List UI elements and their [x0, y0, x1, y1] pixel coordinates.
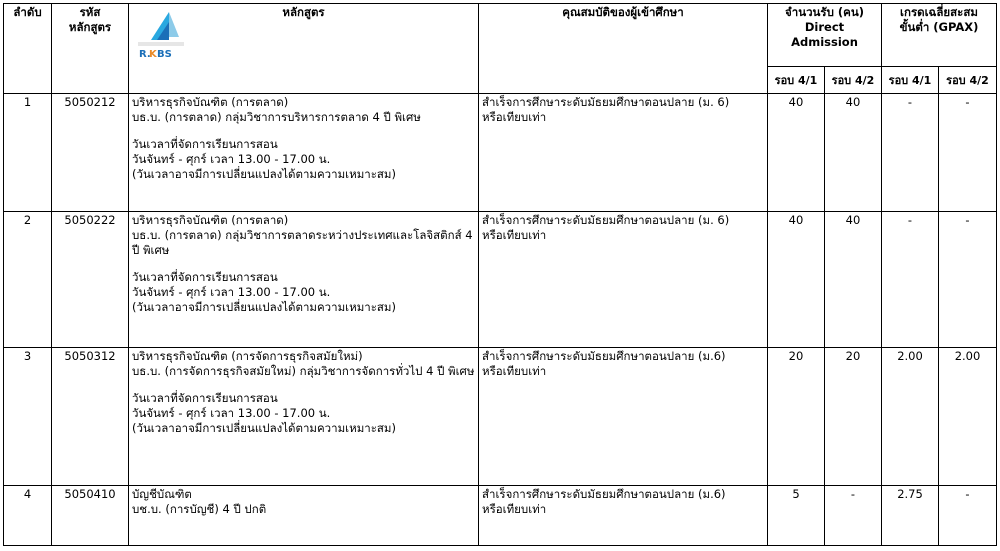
- row-order: 2: [4, 212, 52, 348]
- schedule-label: วันเวลาที่จัดการเรียนการสอน: [132, 137, 278, 151]
- row-qualification: [479, 212, 768, 348]
- curriculum-title: บริหารธุรกิจบัณฑิต (การตลาด): [132, 213, 289, 227]
- schedule-label: วันเวลาที่จัดการเรียนการสอน: [132, 391, 278, 405]
- svg-text:BS: BS: [157, 49, 172, 60]
- row-curriculum: [129, 348, 479, 486]
- svg-text:K: K: [149, 49, 157, 60]
- qualification-line: สำเร็จการศึกษาระดับมัธยมศึกษาตอนปลาย (ม.6): [482, 349, 726, 363]
- header-code: รหัส หลักสูตร: [52, 4, 129, 94]
- row-curriculum: [129, 486, 479, 546]
- row-curriculum: [129, 212, 479, 348]
- qualification-line: สำเร็จการศึกษาระดับมัธยมศึกษาตอนปลาย (ม.6): [482, 487, 726, 501]
- row-code: 5050312: [52, 348, 129, 486]
- schedule-note: (วันเวลาอาจมีการเปลี่ยนแปลงได้ตามความเหมาะสม): [132, 421, 396, 435]
- curriculum-detail: บธ.บ. (การตลาด) กลุ่มวิชาการบริหารการตลาด 4 ปี พิเศษ: [132, 110, 421, 124]
- schedule-label: วันเวลาที่จัดการเรียนการสอน: [132, 270, 278, 284]
- header-qualification: คุณสมบัติของผู้เข้าศึกษา: [479, 4, 768, 94]
- row-order: 1: [4, 94, 52, 212]
- row-qualification: [479, 486, 768, 546]
- row-code: 5050410: [52, 486, 129, 546]
- header-order: ลำดับ: [4, 4, 52, 94]
- rkbs-logo: [135, 7, 187, 65]
- row-order: 4: [4, 486, 52, 546]
- schedule-note: (วันเวลาอาจมีการเปลี่ยนแปลงได้ตามความเหมาะสม): [132, 300, 396, 314]
- curriculum-title: บริหารธุรกิจบัณฑิต (การตลาด): [132, 95, 289, 109]
- gpax-round-4-1: -: [882, 212, 939, 348]
- seats-round-4-2: -: [825, 486, 882, 546]
- curriculum-detail: บธ.บ. (การตลาด) กลุ่มวิชาการตลาดระหว่างประเทศและโลจิสติกส์ 4 ปี พิเศษ: [132, 228, 473, 257]
- seats-round-4-2: 40: [825, 94, 882, 212]
- qualification-line: หรือเทียบเท่า: [482, 110, 547, 124]
- schedule-time: วันจันทร์ - ศุกร์ เวลา 13.00 - 17.00 น.: [132, 406, 331, 420]
- qualification-line: หรือเทียบเท่า: [482, 502, 547, 516]
- gpax-round-4-2: 2.00: [939, 348, 997, 486]
- seats-round-4-1: 20: [768, 348, 825, 486]
- qualification-line: สำเร็จการศึกษาระดับมัธยมศึกษาตอนปลาย (ม. 6): [482, 213, 730, 227]
- gpax-round-4-2: -: [939, 212, 997, 348]
- curriculum-title: บริหารธุรกิจบัณฑิต (การจัดการธุรกิจสมัยใหม่): [132, 349, 363, 363]
- row-qualification: [479, 94, 768, 212]
- header-seats-round-4-2: รอบ 4/2: [825, 67, 882, 94]
- header-curriculum-cell: [129, 4, 479, 94]
- seats-round-4-2: 40: [825, 212, 882, 348]
- qualification-line: หรือเทียบเท่า: [482, 364, 547, 378]
- header-seats: จำนวนรับ (คน) Direct Admission: [768, 4, 882, 67]
- table-row: [4, 348, 997, 486]
- qualification-line: หรือเทียบเท่า: [482, 228, 547, 242]
- curriculum-title: บัญชีบัณฑิต: [132, 487, 192, 501]
- seats-round-4-1: 5: [768, 486, 825, 546]
- curriculum-detail: บช.บ. (การบัญชี) 4 ปี ปกติ: [132, 502, 267, 516]
- curriculum-detail: บธ.บ. (การจัดการธุรกิจสมัยใหม่) กลุ่มวิชาการจัดการทั่วไป 4 ปี พิเศษ: [132, 364, 475, 378]
- table-row: [4, 212, 997, 348]
- row-code: 5050212: [52, 94, 129, 212]
- table-row: [4, 94, 997, 212]
- schedule-time: วันจันทร์ - ศุกร์ เวลา 13.00 - 17.00 น.: [132, 152, 331, 166]
- header-gpax-round-4-2: รอบ 4/2: [939, 67, 997, 94]
- gpax-round-4-1: 2.00: [882, 348, 939, 486]
- table-row: [4, 486, 997, 546]
- schedule-note: (วันเวลาอาจมีการเปลี่ยนแปลงได้ตามความเหมาะสม): [132, 167, 396, 181]
- seats-round-4-2: 20: [825, 348, 882, 486]
- header-curriculum: หลักสูตร: [282, 5, 325, 19]
- row-code: 5050222: [52, 212, 129, 348]
- schedule-time: วันจันทร์ - ศุกร์ เวลา 13.00 - 17.00 น.: [132, 285, 331, 299]
- gpax-round-4-1: 2.75: [882, 486, 939, 546]
- seats-round-4-1: 40: [768, 212, 825, 348]
- row-qualification: [479, 348, 768, 486]
- row-curriculum: [129, 94, 479, 212]
- svg-text:R.: R.: [139, 49, 151, 60]
- row-order: 3: [4, 348, 52, 486]
- gpax-round-4-1: -: [882, 94, 939, 212]
- header-seats-round-4-1: รอบ 4/1: [768, 67, 825, 94]
- gpax-round-4-2: -: [939, 94, 997, 212]
- qualification-line: สำเร็จการศึกษาระดับมัธยมศึกษาตอนปลาย (ม. 6): [482, 95, 730, 109]
- gpax-round-4-2: -: [939, 486, 997, 546]
- seats-round-4-1: 40: [768, 94, 825, 212]
- header-gpax-round-4-1: รอบ 4/1: [882, 67, 939, 94]
- header-gpax: เกรดเฉลี่ยสะสม ขั้นต่ำ (GPAX): [882, 4, 997, 67]
- admission-table: [3, 3, 997, 546]
